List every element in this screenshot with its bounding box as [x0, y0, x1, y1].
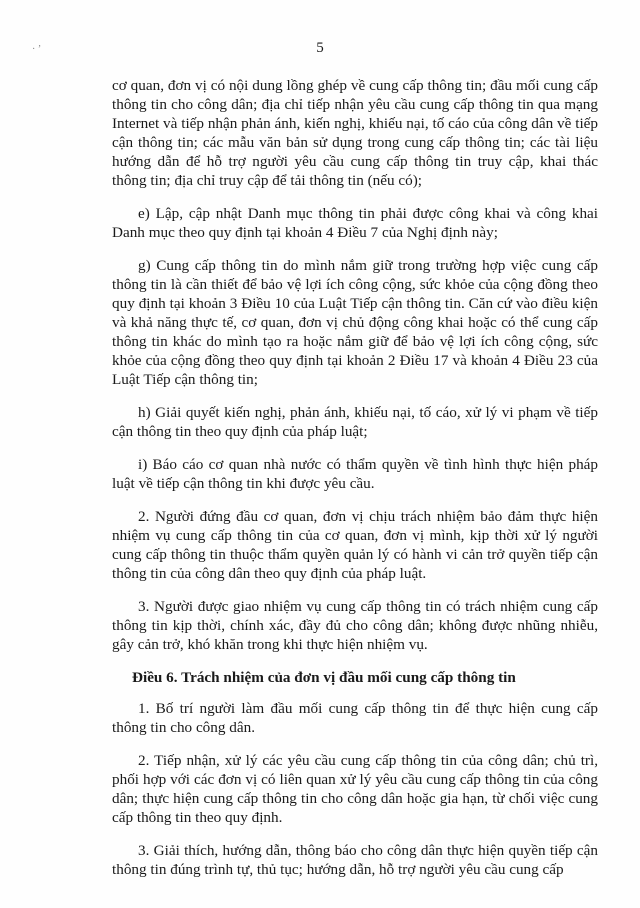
text-line: cung cấp thông tin thuộc thẩm quyền quản lý có hành vi cản trở quyền tiếp cận: [112, 546, 598, 563]
paragraph-group-article-6: [112, 699, 598, 879]
text-line: thông tin cho công dân; địa chỉ tiếp nhận yêu cầu cung cấp thông tin qua mạng: [112, 96, 598, 113]
text-line: cận thông tin theo quy định của pháp luật;: [112, 423, 368, 440]
paragraph: [112, 403, 598, 441]
text-line: g) Cung cấp thông tin do mình nắm giữ trong trường hợp việc cung cấp: [138, 257, 598, 274]
paragraph: [112, 841, 598, 879]
text-line: Internet và tiếp nhận phản ánh, kiến nghị, khiếu nại, tố cáo của công dân về tiếp: [112, 115, 598, 132]
text-line: quy định tại khoản 3 Điều 10 của Luật Tiếp cận thông tin. Căn cứ vào điều kiện: [112, 295, 598, 312]
text-line: i) Báo cáo cơ quan nhà nước có thẩm quyền về tình hình thực hiện pháp: [138, 456, 598, 473]
text-line: h) Giải quyết kiến nghị, phản ánh, khiếu nại, tố cáo, xử lý vi phạm về tiếp: [138, 404, 598, 421]
paragraph: [112, 204, 598, 242]
text-line: 3. Người được giao nhiệm vụ cung cấp thông tin có trách nhiệm cung cấp: [138, 598, 598, 615]
text-line: gây cản trở, khó khăn trong khi thực hiện nhiệm vụ.: [112, 636, 428, 653]
scan-specks: · ’: [32, 44, 42, 55]
text-line: thông tin đúng trình tự, thủ tục; hướng dẫn, hỗ trợ người yêu cầu cung cấp: [112, 861, 564, 878]
text-line: thông tin khác do mình tạo ra hoặc nắm giữ để bảo vệ lợi ích công cộng, sức: [112, 333, 598, 350]
text-line: cận thông tin; các mẫu văn bản sử dụng trong cung cấp thông tin; các tài liệu: [112, 134, 598, 151]
text-line: thông tin là cần thiết để bảo vệ lợi ích công cộng, sức khỏe của cộng đồng theo: [112, 276, 598, 293]
text-line: 1. Bố trí người làm đầu mối cung cấp thông tin để thực hiện cung cấp: [138, 700, 598, 717]
text-line: 2. Người đứng đầu cơ quan, đơn vị chịu trách nhiệm bảo đảm thực hiện: [138, 508, 598, 525]
text-line: 3. Giải thích, hướng dẫn, thông báo cho công dân thực hiện quyền tiếp cận: [138, 842, 598, 859]
text-line: 2. Tiếp nhận, xử lý các yêu cầu cung cấp thông tin của công dân; chủ trì,: [138, 752, 598, 769]
paragraph: [112, 76, 598, 190]
text-line: thông tin; địa chỉ truy cập để tải thông tin (nếu có);: [112, 172, 423, 189]
text-line: dân; thực hiện cung cấp thông tin cho công dân hoặc gia hạn, từ chối việc cung: [112, 790, 598, 807]
text-line: luật về tiếp cận thông tin khi được yêu cầu.: [112, 475, 375, 492]
page-number: 5: [316, 40, 324, 56]
article-heading: Điều 6. Trách nhiệm của đơn vị đầu mối cung cấp thông tin: [132, 669, 516, 686]
paragraph: [112, 256, 598, 389]
text-line: e) Lập, cập nhật Danh mục thông tin phải được công khai và công khai: [138, 205, 598, 222]
text-line: phối hợp với các đơn vị có liên quan xử lý yêu cầu cung cấp thông tin của công: [112, 771, 598, 788]
paragraph: [112, 507, 598, 583]
text-line: thông tin kịp thời, chính xác, đầy đủ cho công dân; không được nhũng nhiễu,: [112, 617, 598, 634]
text-line: nhiệm vụ cung cấp thông tin của cơ quan, đơn vị mình, kịp thời xử lý người: [112, 527, 598, 544]
paragraph: [112, 699, 598, 737]
text-line: Luật Tiếp cận thông tin;: [112, 371, 258, 388]
text-line: cơ quan, đơn vị có nội dung lồng ghép về cung cấp thông tin; đầu mối cung cấp: [112, 77, 598, 94]
text-line: thông tin của công dân theo quy định của pháp luật.: [112, 565, 427, 582]
text-line: khỏe của cộng đồng theo quy định tại khoản 2 Điều 17 và khoản 4 Điều 23 của: [112, 352, 598, 369]
paragraph: [112, 597, 598, 654]
paragraph: [112, 751, 598, 827]
paragraph: [112, 455, 598, 493]
text-line: thông tin cho công dân.: [112, 719, 255, 736]
text-line: Danh mục theo quy định tại khoản 4 Điều 7 của Nghị định này;: [112, 224, 498, 241]
text-line: cấp thông tin theo quy định.: [112, 809, 283, 826]
paragraph-group: [112, 76, 598, 654]
text-line: hướng dẫn để hỗ trợ người yêu cầu cung cấp thông tin truy cập, khai thác: [112, 153, 598, 170]
document-body: [112, 76, 598, 893]
text-line: và khả năng thực tế, cơ quan, đơn vị chủ động công khai hoặc có thể cung cấp: [112, 314, 598, 331]
